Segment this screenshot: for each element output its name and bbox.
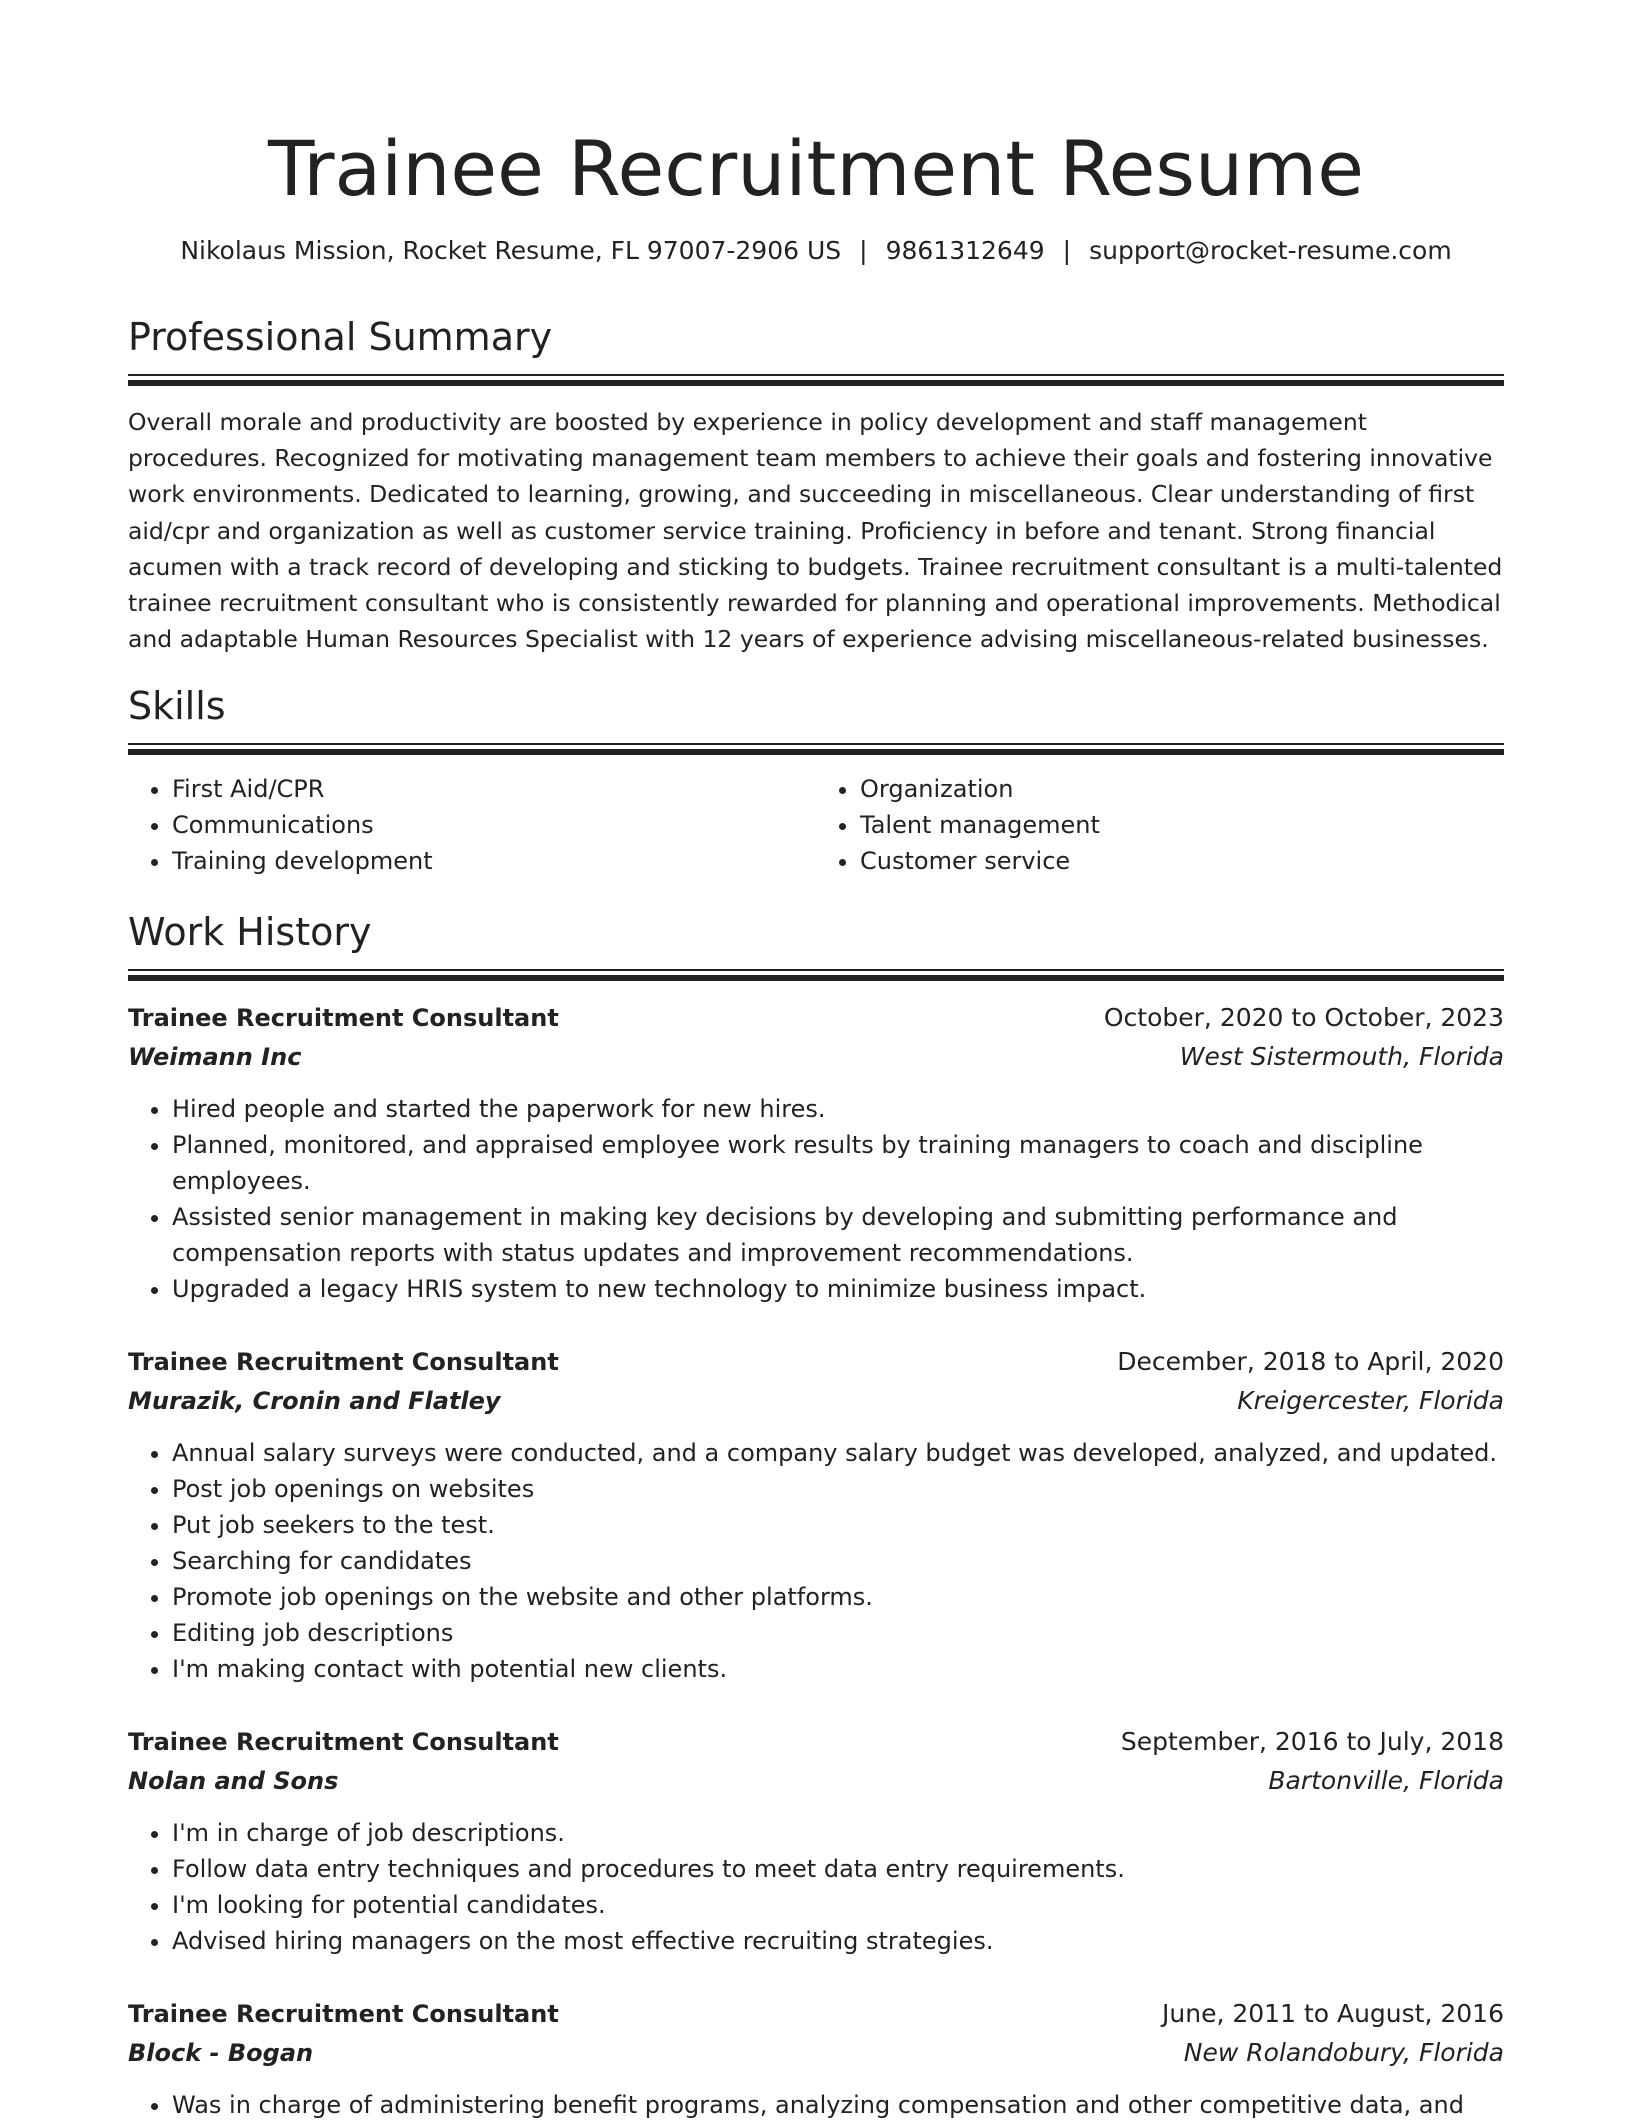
duty-item: • Post job openings on websites xyxy=(172,1471,1504,1507)
job-title: Trainee Recruitment Consultant xyxy=(128,1728,559,1757)
section-heading-summary: Professional Summary xyxy=(128,315,553,359)
contact-address: Nikolaus Mission, Rocket Resume, FL 97007-2906 US xyxy=(180,236,842,265)
section-divider xyxy=(128,374,1504,386)
duty-item: • Annual salary surveys were conducted, and a company salary budget was developed, analyzed, and updated. xyxy=(172,1435,1504,1471)
skills-column-right xyxy=(816,771,1504,879)
section-divider xyxy=(128,969,1504,981)
duties-list xyxy=(128,1815,1504,1959)
duty-item: • Editing job descriptions xyxy=(172,1615,1504,1651)
duty-item: • Put job seekers to the test. xyxy=(172,1507,1504,1543)
skills-section xyxy=(128,683,1504,879)
skills-column-left xyxy=(128,771,816,879)
job-entry xyxy=(128,1995,1504,2123)
duty-item: • Promote job openings on the website and other platforms. xyxy=(172,1579,1504,1615)
job-dates: December, 2018 to April, 2020 xyxy=(1117,1347,1504,1377)
contact-separator: | xyxy=(1062,236,1072,265)
summary-text: Overall morale and productivity are boosted by experience in policy development and staff management procedures. Recognized for motivating management team members to achieve their goals and fostering innovative work environments. Dedicated to learning, growing, and succeeding in miscellaneous. Clear understanding of first aid/cpr and organization as well as customer service training. Proficiency in before and tenant. Strong financial acumen with a track record of developing and sticking to budgets. Trainee recruitment consultant is a multi-talented trainee recruitment consultant who is consistently rewarded for planning and operational improvements. Methodical and adaptable Human Resources Specialist with 12 years of experience advising miscellaneous-related businesses. xyxy=(128,408,1503,654)
job-entry xyxy=(128,999,1504,1307)
contact-phone: 9861312649 xyxy=(885,236,1045,265)
contact-email: support@rocket-resume.com xyxy=(1089,236,1452,265)
job-dates: June, 2011 to August, 2016 xyxy=(1162,1999,1504,2029)
job-title: Trainee Recruitment Consultant xyxy=(128,1004,559,1033)
job-dates: September, 2016 to July, 2018 xyxy=(1120,1727,1504,1757)
section-heading-skills: Skills xyxy=(128,684,226,729)
company-name: Murazik, Cronin and Flatley xyxy=(128,1387,501,1416)
job-location: West Sistermouth, Florida xyxy=(1179,1042,1504,1072)
resume-page xyxy=(128,0,1504,2123)
duty-item: • I'm looking for potential candidates. xyxy=(172,1887,1504,1923)
duties-list xyxy=(128,1435,1504,1687)
duty-item: • Follow data entry techniques and procedures to meet data entry requirements. xyxy=(172,1851,1504,1887)
skill-item: • Communications xyxy=(172,807,816,843)
duty-item: • I'm making contact with potential new clients. xyxy=(172,1651,1504,1687)
resume-title: Trainee Recruitment Resume xyxy=(268,124,1364,213)
duty-item: • I'm in charge of job descriptions. xyxy=(172,1815,1504,1851)
job-location: New Rolandobury, Florida xyxy=(1183,2038,1504,2068)
contact-line xyxy=(128,234,1504,268)
skill-item: • Customer service xyxy=(860,843,1504,879)
skill-item: • First Aid/CPR xyxy=(172,771,816,807)
duty-item: • Hired people and started the paperwork for new hires. xyxy=(172,1091,1504,1127)
skill-item: • Training development xyxy=(172,843,816,879)
duties-list xyxy=(128,2087,1504,2123)
section-divider xyxy=(128,743,1504,755)
company-name: Block - Bogan xyxy=(128,2039,314,2068)
duty-item: • Upgraded a legacy HRIS system to new technology to minimize business impact. xyxy=(172,1271,1504,1307)
job-dates: October, 2020 to October, 2023 xyxy=(1103,1003,1504,1033)
company-name: Weimann Inc xyxy=(128,1043,302,1072)
skills-grid xyxy=(128,771,1504,879)
job-title: Trainee Recruitment Consultant xyxy=(128,1348,559,1377)
contact-separator: | xyxy=(859,236,868,265)
job-title: Trainee Recruitment Consultant xyxy=(128,2000,559,2029)
duties-list xyxy=(128,1091,1504,1307)
skill-item: • Talent management xyxy=(860,807,1504,843)
work-history-section xyxy=(128,909,1504,2123)
duty-item: • Advised hiring managers on the most effective recruiting strategies. xyxy=(172,1923,1504,1959)
duty-item: • Planned, monitored, and appraised employee work results by training managers to coach and discipline employees. xyxy=(172,1127,1504,1199)
job-location: Bartonville, Florida xyxy=(1268,1766,1504,1796)
job-location: Kreigercester, Florida xyxy=(1237,1386,1504,1416)
job-entry xyxy=(128,1343,1504,1687)
section-heading-work: Work History xyxy=(128,910,372,955)
job-entry xyxy=(128,1723,1504,1959)
duty-item: • Searching for candidates xyxy=(172,1543,1504,1579)
professional-summary-section xyxy=(128,314,1504,657)
skill-item: • Organization xyxy=(860,771,1504,807)
duty-item: • Was in charge of administering benefit programs, analyzing compensation and other competitive data, and xyxy=(172,2087,1504,2123)
duty-item: • Assisted senior management in making key decisions by developing and submitting performance and compensation reports with status updates and improvement recommendations. xyxy=(172,1199,1504,1271)
company-name: Nolan and Sons xyxy=(128,1767,339,1796)
